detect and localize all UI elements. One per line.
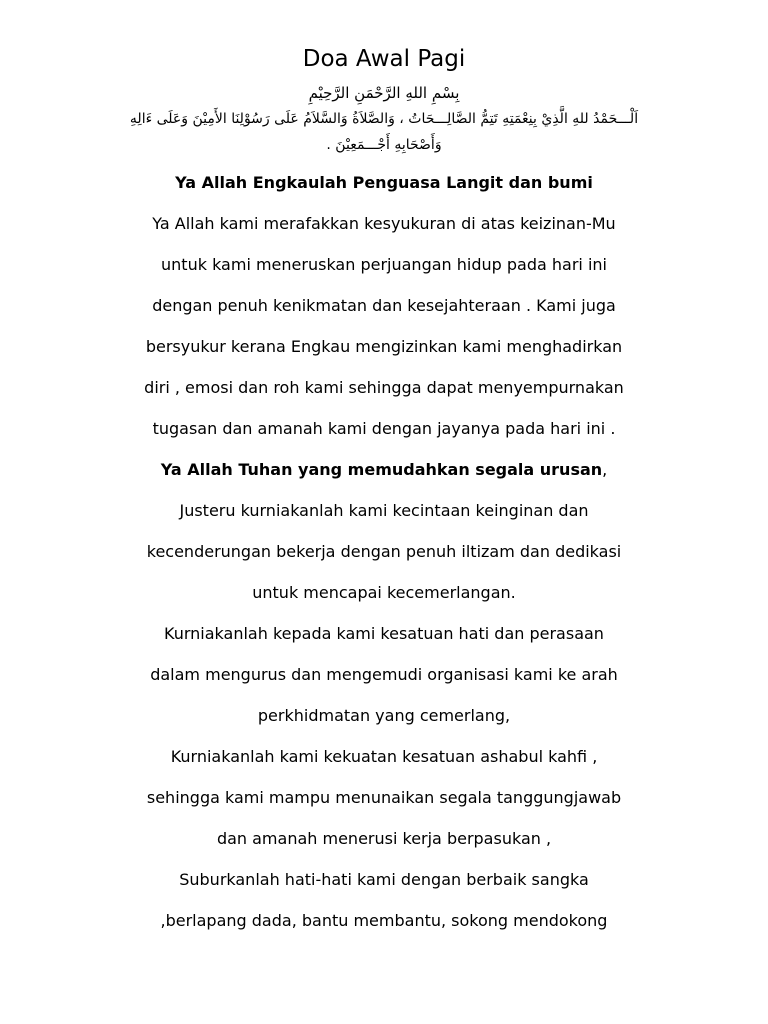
heading-text: Ya Allah Engkaulah Penguasa Langit dan bumi (175, 173, 593, 192)
text-line: Ya Allah kami merafakkan kesyukuran di atas keizinan-Mu (152, 214, 616, 233)
arabic-basmala: بِسْمِ اللهِ الرَّحْمَنِ الرَّحِيْمِ (308, 84, 460, 102)
text-line: untuk mencapai kecemerlangan. (252, 583, 516, 602)
text-line: ,berlapang dada, bantu membantu, sokong mendokong (160, 911, 608, 930)
arabic-line-1: اَلْـــحَمْدُ للهِ الَّذِيْ بِنِعْمَتِهِ تَتِمُّ الصَّالِـــحَاتُ ، وَالصَّلاَةُ وَالسَّلاَمُ عَلَى رَسُوْلِنَا الأَمِيْنَ وَعَلَى ءَالِهِ (129, 111, 639, 127)
text-line: Justeru kurniakanlah kami kecintaan keinginan dan (179, 501, 589, 520)
text-line: diri , emosi dan roh kami sehingga dapat menyempurnakan (144, 378, 624, 397)
text-line: Kurniakanlah kami kekuatan kesatuan ashabul kahfi , (170, 747, 598, 766)
text-line: untuk kami meneruskan perjuangan hidup pada hari ini (161, 255, 607, 274)
text-line: sehingga kami mampu menunaikan segala tanggungjawab (146, 788, 622, 807)
text-line: dengan penuh kenikmatan dan kesejahteraan . Kami juga (152, 296, 616, 315)
text-line: perkhidmatan yang cemerlang, (257, 706, 511, 725)
text-line: Suburkanlah hati-hati kami dengan berbaik sangka (179, 870, 589, 889)
heading-penguasa (70, 162, 698, 203)
text-line: dalam mengurus dan mengemudi organisasi kami ke arah (150, 665, 618, 684)
heading-urusan (70, 449, 698, 490)
arabic-line-2: وَأَصْحَابِهِ أَجْـــمَعِيْنَ . (326, 137, 442, 153)
text-line: tugasan dan amanah kami dengan jayanya pada hari ini . (152, 419, 616, 438)
text-line: Kurniakanlah kepada kami kesatuan hati dan perasaan (164, 624, 604, 643)
prayer-text (70, 162, 698, 941)
text-line: kecenderungan bekerja dengan penuh iltizam dan dedikasi (146, 542, 622, 561)
arabic-opening (70, 80, 698, 158)
text-line: dan amanah menerusi kerja berpasukan , (216, 829, 552, 848)
page-title: Doa Awal Pagi (302, 46, 466, 72)
heading-text: Ya Allah Tuhan yang memudahkan segala urusan (160, 460, 603, 479)
text-line: bersyukur kerana Engkau mengizinkan kami menghadirkan (145, 337, 623, 356)
heading-trailing-comma: , (602, 460, 608, 479)
